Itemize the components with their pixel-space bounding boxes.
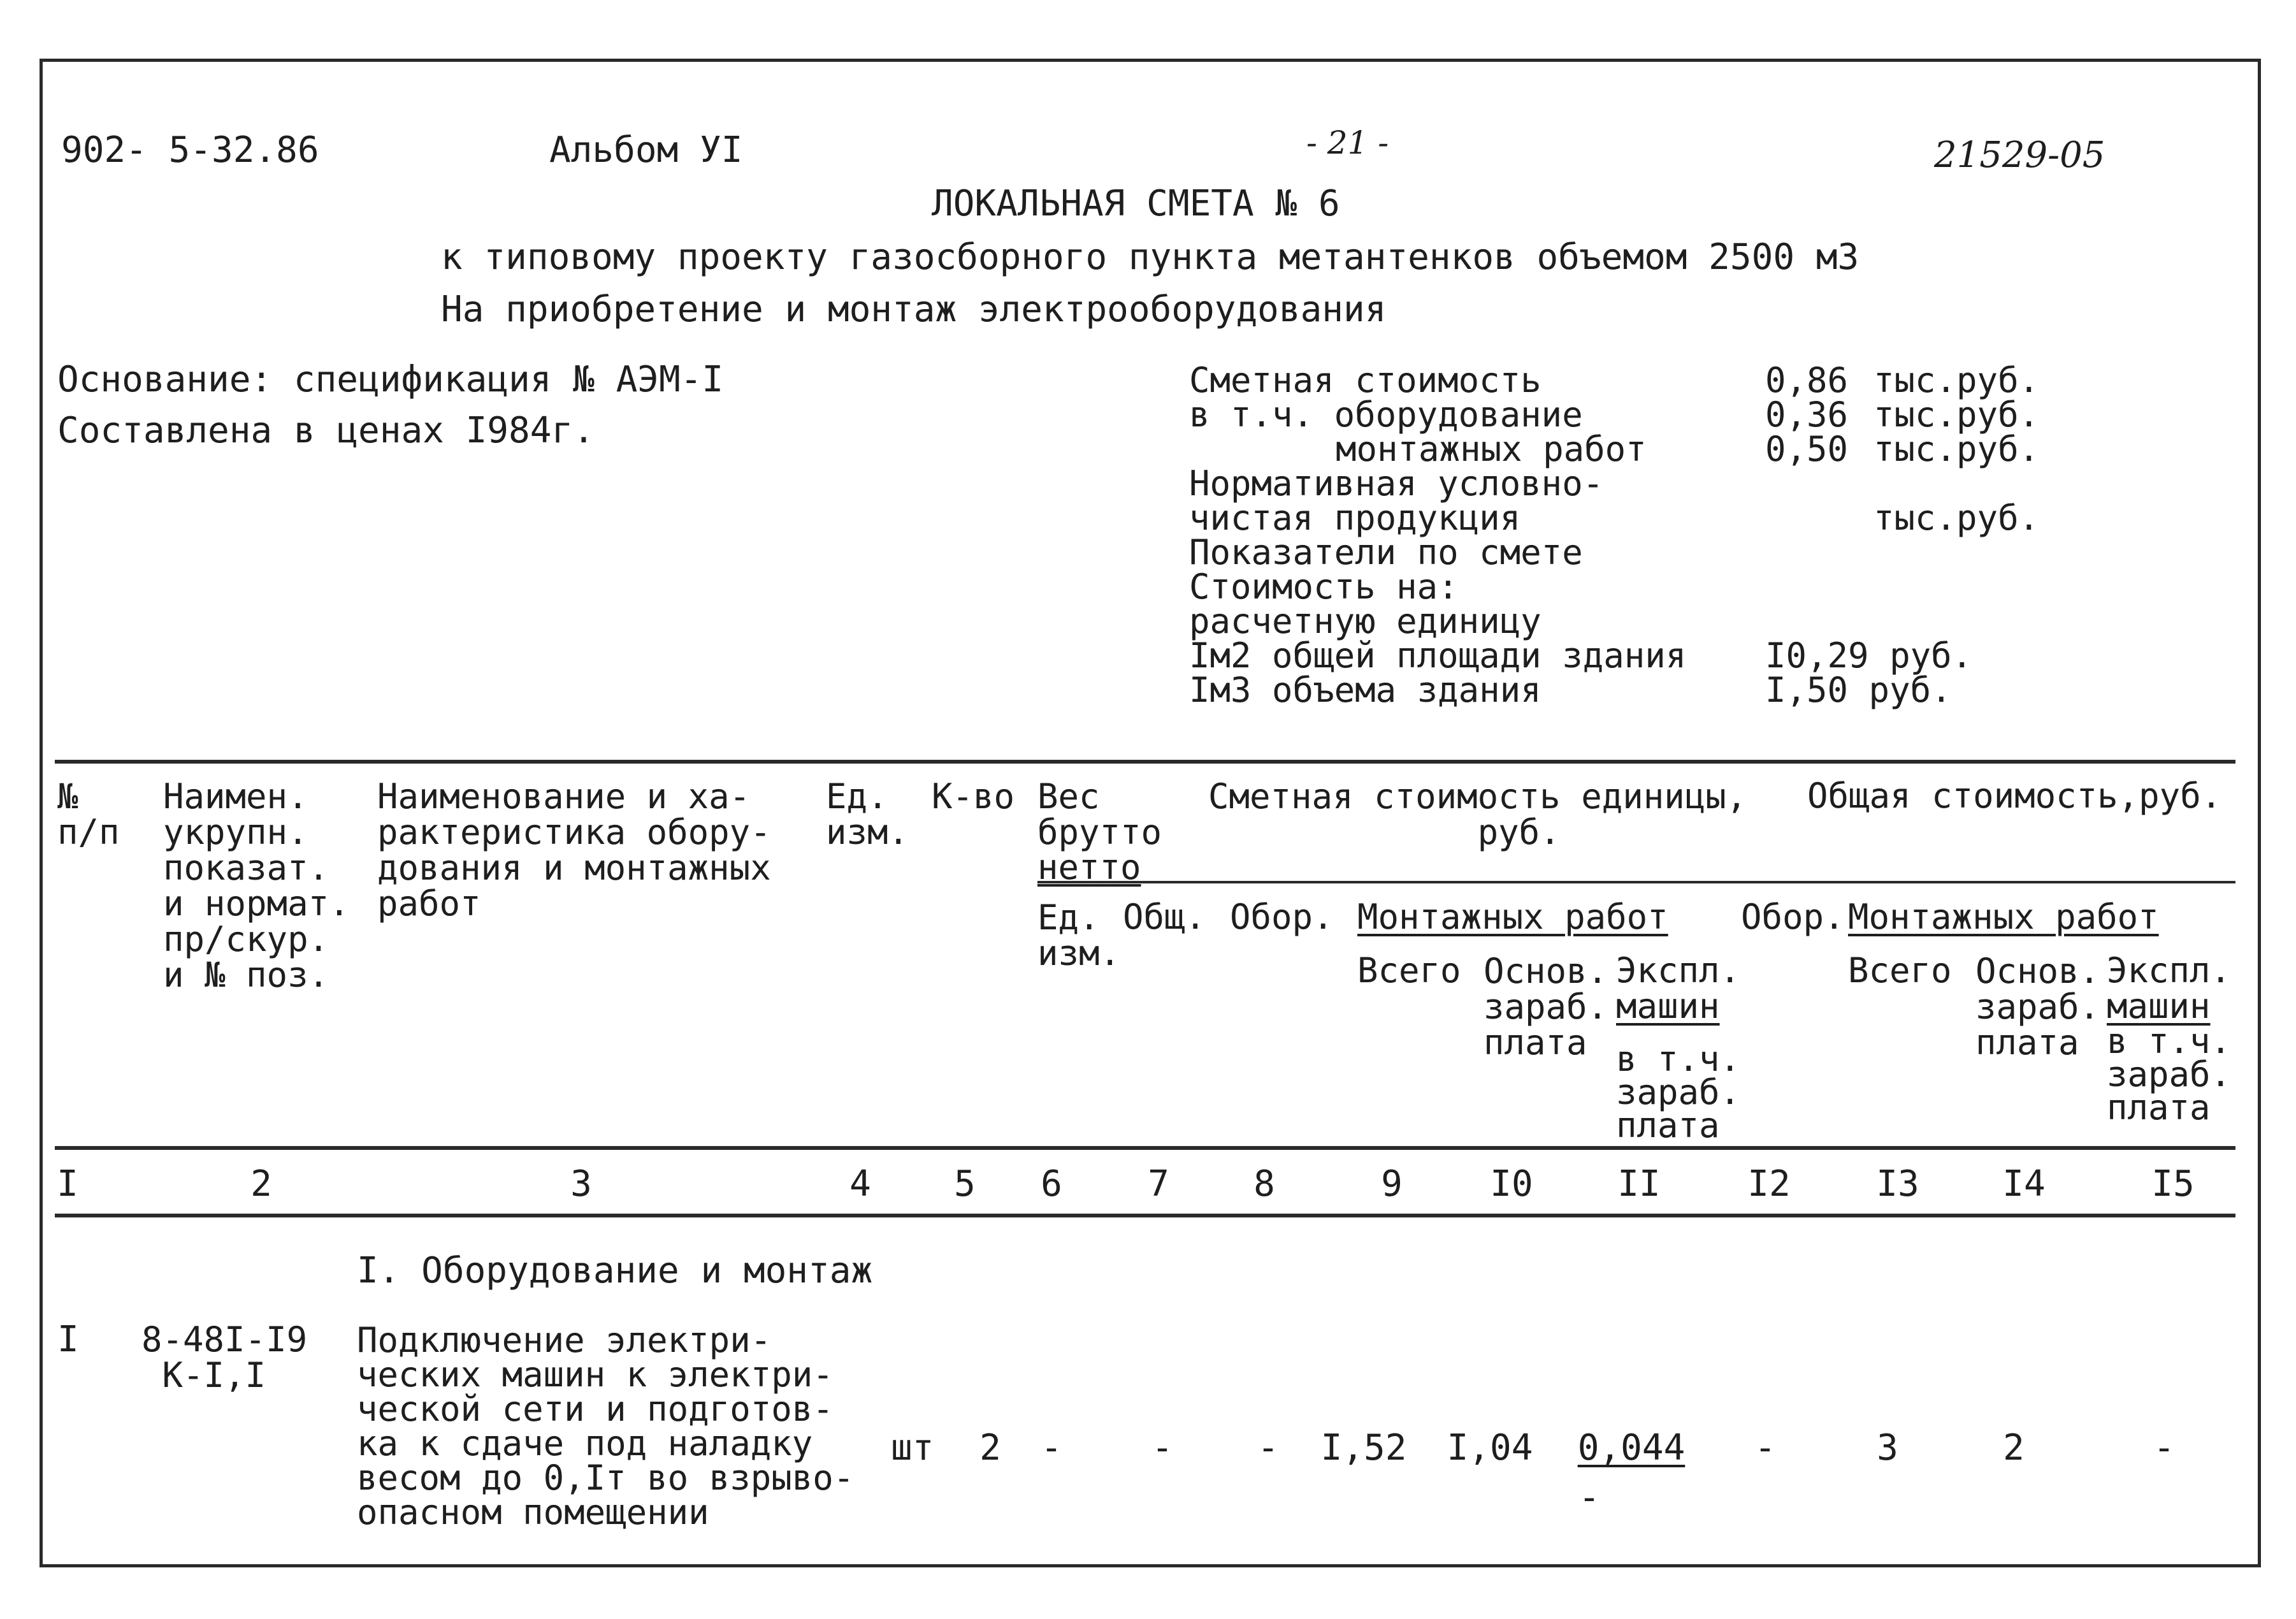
column-number: I bbox=[57, 1163, 78, 1205]
unit-installation-group: Монтажных работ bbox=[1357, 897, 1668, 937]
unit-cost-group-header: Сметная стоимость единицы, руб. bbox=[1208, 776, 1747, 852]
col-description-header: Наименование и ха- рактеристика обору- дования и монтажных работ bbox=[377, 776, 771, 924]
basis-line: Основание: спецификация № АЭМ-I bbox=[57, 359, 724, 400]
column-number: 7 bbox=[1148, 1163, 1169, 1205]
row-unit: шт bbox=[891, 1427, 934, 1469]
row-qty: 2 bbox=[979, 1427, 1001, 1469]
project-subtitle: к типовому проекту газосборного пункта метантенков объемом 2500 м3 bbox=[441, 236, 1859, 278]
page-number: - 21 - bbox=[1306, 124, 1389, 161]
col-10-header: Основ. зараб. плата bbox=[1484, 951, 1608, 1063]
row-col6: - bbox=[1041, 1427, 1062, 1469]
per-m2-label: Iм2 общей площади здания bbox=[1189, 635, 1687, 676]
row-col11-sub: - bbox=[1578, 1477, 1600, 1518]
album-label: Альбом УI bbox=[549, 129, 743, 171]
col-9-header: Всего bbox=[1357, 950, 1461, 991]
prices-line: Составлена в ценах I984г. bbox=[57, 410, 595, 451]
table-top-rule bbox=[55, 760, 2235, 764]
col-15-header-bottom: в т.ч. зараб. плата bbox=[2107, 1021, 2232, 1128]
per-m2-value: I0,29 руб. bbox=[1765, 635, 1973, 676]
normative-product-label: Нормативная условно- чистая продукция bbox=[1189, 463, 1604, 538]
column-number: II bbox=[1617, 1163, 1661, 1205]
installation-cost-value: 0,50 bbox=[1765, 429, 1849, 469]
document-code: 902- 5-32.86 bbox=[61, 129, 319, 171]
normative-product-unit: тыс.руб. bbox=[1874, 498, 2040, 538]
row-col10: I,04 bbox=[1447, 1427, 1533, 1469]
row-col12: - bbox=[1754, 1427, 1776, 1469]
column-number: 6 bbox=[1041, 1163, 1062, 1205]
section-title: I. Оборудование и монтаж bbox=[357, 1250, 873, 1291]
column-number: I2 bbox=[1747, 1163, 1791, 1205]
col-11-header-bottom: в т.ч. зараб. плата bbox=[1616, 1039, 1741, 1145]
equipment-cost-value: 0,36 bbox=[1765, 395, 1849, 435]
col-6-header: Ед. изм. bbox=[1037, 897, 1121, 973]
total-cost-group-header: Общая стоимость,руб. bbox=[1807, 776, 2222, 816]
calc-unit-label: расчетную единицу bbox=[1189, 601, 1541, 641]
column-number: 3 bbox=[570, 1163, 592, 1205]
installation-cost-unit: тыс.руб. bbox=[1874, 429, 2040, 469]
col-8-header: Обор. bbox=[1230, 897, 1334, 937]
row-col8: - bbox=[1257, 1427, 1279, 1469]
col-7-header: Общ. bbox=[1123, 897, 1206, 937]
column-numbers-rule bbox=[55, 1214, 2235, 1217]
total-installation-group: Монтажных работ bbox=[1848, 897, 2159, 937]
col-15-header-mid: машин bbox=[2107, 986, 2211, 1026]
col-11-header-top: Экспл. bbox=[1616, 950, 1741, 991]
col-weight-netto: нетто bbox=[1037, 847, 1141, 887]
column-number: 4 bbox=[849, 1163, 871, 1205]
row-col11: 0,044 bbox=[1577, 1427, 1686, 1469]
col-11-header-mid: машин bbox=[1616, 986, 1720, 1026]
estimated-cost-unit: тыс.руб. bbox=[1874, 360, 2040, 400]
per-m3-label: Iм3 объема здания bbox=[1189, 670, 1541, 710]
col-weight-header: Вес брутто bbox=[1037, 776, 1162, 852]
per-m3-value: I,50 руб. bbox=[1765, 670, 1952, 710]
row-col7: - bbox=[1152, 1427, 1173, 1469]
cost-per-label: Стоимость на: bbox=[1189, 567, 1459, 607]
col-number-header: № п/п bbox=[57, 776, 120, 852]
column-number: 2 bbox=[250, 1163, 272, 1205]
row-col9: I,52 bbox=[1320, 1427, 1407, 1469]
purpose-subtitle: На приобретение и монтаж электрооборудования bbox=[441, 289, 1387, 330]
column-number: I3 bbox=[1876, 1163, 1919, 1205]
header-bottom-rule bbox=[55, 1146, 2235, 1150]
col-13-header: Всего bbox=[1848, 950, 1952, 991]
col-code-header: Наимен. укрупн. показат. и нормат. пр/скур. и № поз. bbox=[163, 776, 350, 995]
indicators-label: Показатели по смете bbox=[1189, 532, 1583, 572]
row-col14: 2 bbox=[2003, 1427, 2025, 1469]
estimated-cost-label: Сметная стоимость bbox=[1189, 360, 1541, 400]
equipment-cost-unit: тыс.руб. bbox=[1874, 395, 2040, 435]
row-col15: - bbox=[2153, 1427, 2175, 1469]
column-number: I4 bbox=[2002, 1163, 2046, 1205]
row-code: 8-48I-I9 К-I,I bbox=[141, 1319, 308, 1395]
column-number: 8 bbox=[1253, 1163, 1275, 1205]
col-15-header-top: Экспл. bbox=[2107, 950, 2232, 991]
row-col13: 3 bbox=[1877, 1427, 1898, 1469]
estimate-title: ЛОКАЛЬНАЯ СМЕТА № 6 bbox=[932, 183, 1340, 224]
col-12-header: Обор. bbox=[1741, 897, 1845, 937]
column-number: I5 bbox=[2151, 1163, 2195, 1205]
row-description: Подключение электри- ческих машин к электри- ческой сети и подготов- ка к сдаче под наладку весом до 0,Iт во взрыво- опасном помещении bbox=[357, 1320, 855, 1532]
header-sub-rule bbox=[1037, 881, 2235, 883]
installation-cost-label: монтажных работ bbox=[1336, 429, 1647, 469]
row-number: I bbox=[57, 1319, 79, 1360]
col-qty-header: К-во bbox=[932, 776, 1015, 817]
inventory-stamp: 21529-05 bbox=[1934, 134, 2105, 176]
estimated-cost-value: 0,86 bbox=[1765, 360, 1849, 400]
col-14-header: Основ. зараб. плата bbox=[1975, 951, 2100, 1063]
column-number: 5 bbox=[954, 1163, 976, 1205]
col-unit-header: Ед. изм. bbox=[826, 776, 909, 852]
column-number: I0 bbox=[1490, 1163, 1533, 1205]
column-number: 9 bbox=[1381, 1163, 1403, 1205]
equipment-cost-label: в т.ч. оборудование bbox=[1189, 395, 1583, 435]
